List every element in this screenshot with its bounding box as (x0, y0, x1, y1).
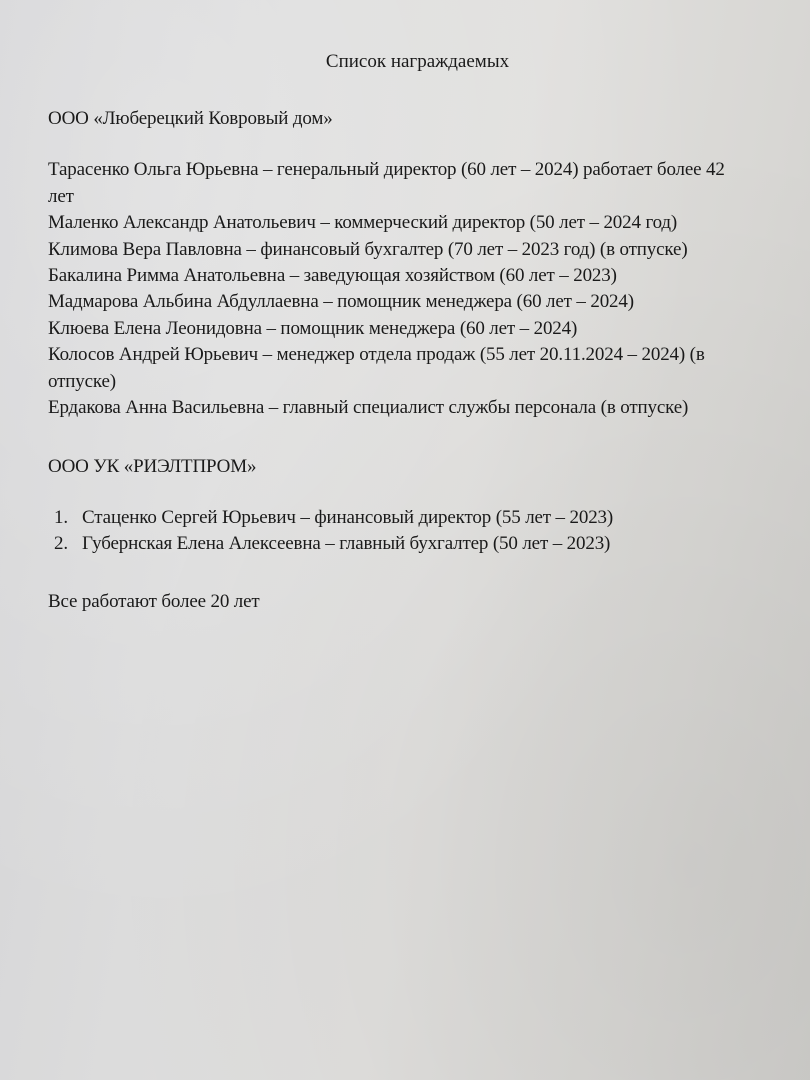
list-item: Маленко Александр Анатольевич – коммерческий директор (50 лет – 2024 год) (48, 212, 678, 233)
document-title: Список награждаемых (325, 51, 510, 72)
list-item-continuation: лет (48, 186, 74, 207)
org1-name: ООО «Люберецкий Ковровый дом» (48, 108, 333, 129)
list-item: Тарасенко Ольга Юрьевна – генеральный директор (60 лет – 2024) работает более 42 (48, 159, 725, 180)
numbered-list-item (48, 533, 610, 555)
list-item: Ердакова Анна Васильевна – главный специалист службы персонала (в отпуске) (48, 397, 689, 418)
list-item-text: Губернская Елена Алексеевна – главный бухгалтер (50 лет – 2023) (82, 533, 611, 554)
numbered-list-item (48, 507, 613, 529)
list-item: Колосов Андрей Юрьевич – менеджер отдела продаж (55 лет 20.11.2024 – 2024) (в (48, 344, 705, 365)
list-number: 2. (54, 533, 68, 554)
org2-name: ООО УК «РИЭЛТПРОМ» (48, 456, 257, 477)
list-item: Клюева Елена Леонидовна – помощник менеджера (60 лет – 2024) (48, 318, 578, 339)
list-item-text: Стаценко Сергей Юрьевич – финансовый директор (55 лет – 2023) (82, 507, 614, 528)
footer-note: Все работают более 20 лет (48, 591, 260, 612)
list-item: Бакалина Римма Анатольевна – заведующая хозяйством (60 лет – 2023) (48, 265, 617, 286)
list-item: Климова Вера Павловна – финансовый бухгалтер (70 лет – 2023 год) (в отпуске) (48, 239, 688, 260)
list-item: Мадмарова Альбина Абдуллаевна – помощник менеджера (60 лет – 2024) (48, 291, 634, 312)
list-item-continuation: отпуске) (48, 371, 116, 392)
list-number: 1. (54, 507, 68, 528)
